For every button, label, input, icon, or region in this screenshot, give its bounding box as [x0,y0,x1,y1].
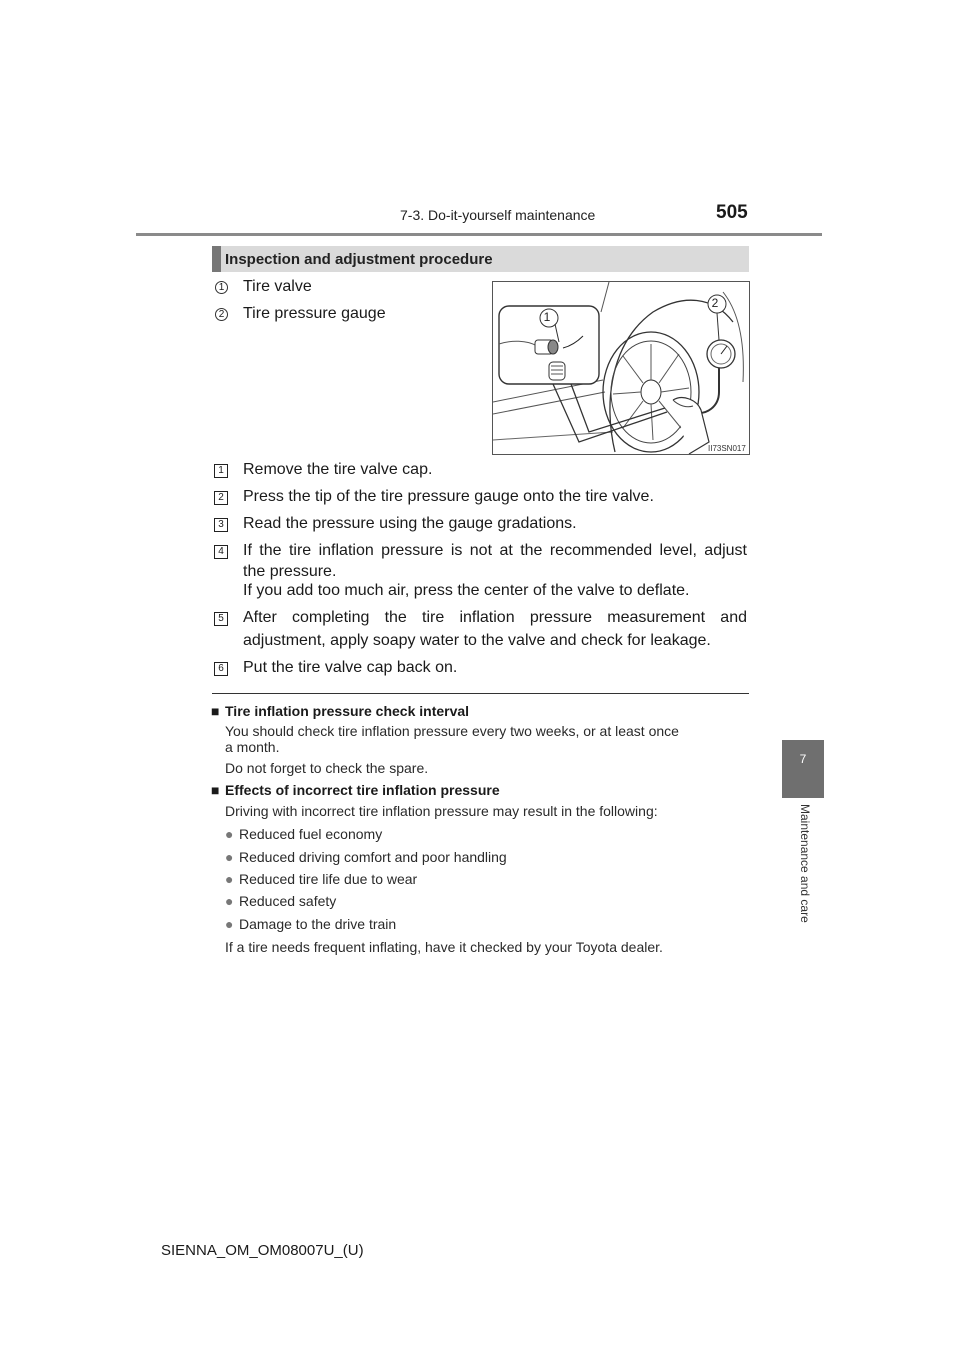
note-interval-line2: a month. [225,739,280,755]
note-marker: ■ [211,782,220,798]
note-marker: ■ [211,703,220,719]
step-4-text-line1: If the tire inflation pressure is not at the recommended level, adjust [243,542,747,559]
effects-item: Reduced safety [239,893,337,909]
notes-divider [212,693,749,694]
running-header-section: 7-3. Do-it-yourself maintenance [400,207,596,223]
legend-number-2: 2 [215,308,228,321]
step-number-1: 1 [214,464,228,478]
chapter-tab [782,740,824,798]
legend-label-pressure-gauge: Tire pressure gauge [243,305,386,322]
effects-item: Damage to the drive train [239,916,397,932]
bullet-icon: ● [225,916,234,932]
effects-item: Reduced driving comfort and poor handling [239,849,507,865]
step-4-text-line3: If you add too much air, press the center of the valve to deflate. [243,582,690,599]
step-number-2: 2 [214,491,228,505]
step-5-text-line2: adjustment, apply soapy water to the valve and check for leakage. [243,632,711,649]
figure-callout-1: 1 [543,310,551,324]
note-interval-line1: You should check tire inflation pressure every two weeks, or at least once [225,723,679,739]
bullet-icon: ● [225,871,234,887]
note-interval-line3: Do not forget to check the spare. [225,760,429,776]
chapter-number: 7 [799,752,807,766]
step-number-6: 6 [214,662,228,676]
legend-number-1: 1 [215,281,228,294]
step-4-text-line2: the pressure. [243,563,337,580]
note-title-incorrect-pressure: Effects of incorrect tire inflation pressure [225,782,500,798]
step-number-3: 3 [214,518,228,532]
step-number-4: 4 [214,545,228,559]
bullet-icon: ● [225,826,234,842]
figure-code: II73SN017 [708,444,746,453]
step-number-5: 5 [214,612,228,626]
effects-item: Reduced fuel economy [239,826,383,842]
note-effects-closing: If a tire needs frequent inflating, have it checked by your Toyota dealer. [225,939,663,955]
chapter-title: Maintenance and care [798,804,812,923]
note-title-check-interval: Tire inflation pressure check interval [225,703,470,719]
bullet-icon: ● [225,893,234,909]
step-1-text: Remove the tire valve cap. [243,461,433,478]
step-3-text: Read the pressure using the gauge gradations. [243,515,577,532]
step-2-text: Press the tip of the tire pressure gauge onto the tire valve. [243,488,654,505]
legend-label-tire-valve: Tire valve [243,278,312,295]
step-6-text: Put the tire valve cap back on. [243,659,458,676]
document-code: SIENNA_OM_OM08007U_(U) [161,1242,364,1259]
page-number: 505 [716,202,748,223]
step-5-text-line1: After completing the tire inflation pressure measurement and [243,609,747,626]
header-rule [136,233,822,236]
section-title: Inspection and adjustment procedure [225,251,493,268]
effects-item: Reduced tire life due to wear [239,871,418,887]
bullet-icon: ● [225,849,234,865]
note-effects-intro: Driving with incorrect tire inflation pressure may result in the following: [225,803,658,819]
figure-callout-2: 2 [711,296,719,310]
